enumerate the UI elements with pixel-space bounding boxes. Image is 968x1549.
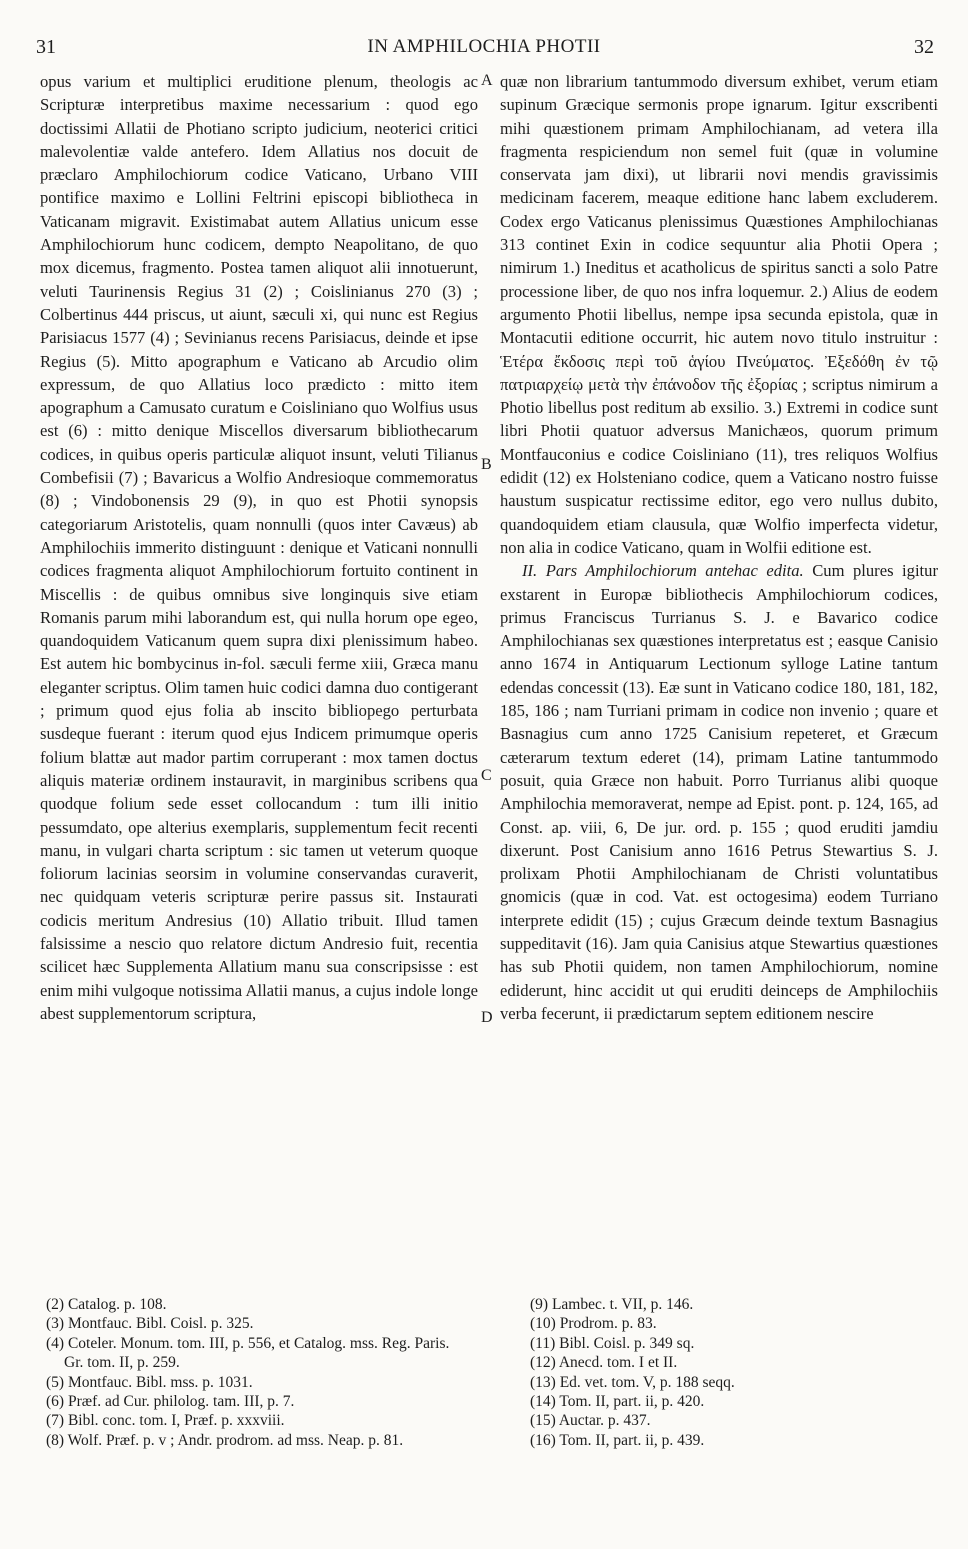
footnote: (6) Præf. ad Cur. philolog. tam. III, p. 7.: [46, 1393, 295, 1411]
page-number-left: 31: [36, 36, 56, 58]
footnote: (3) Montfauc. Bibl. Coisl. p. 325.: [46, 1315, 254, 1333]
footnote: (13) Ed. vet. tom. V, p. 188 seqq.: [530, 1373, 735, 1391]
footnotes-left: [46, 1295, 466, 1450]
footnote: (7) Bibl. conc. tom. I, Præf. p. xxxviii.: [46, 1412, 285, 1430]
section-heading: II. Pars Amphilochiorum antehac edita.: [522, 561, 804, 581]
margin-letter-c: C: [481, 767, 492, 784]
running-title: IN AMPHILOCHIA PHOTII: [367, 36, 601, 57]
margin-letter-a: A: [481, 72, 493, 89]
footnote: (5) Montfauc. Bibl. mss. p. 1031.: [46, 1373, 253, 1391]
margin-letter-b: B: [481, 456, 492, 473]
footnote: (14) Tom. II, part. ii, p. 420.: [530, 1393, 705, 1411]
running-header: [0, 32, 968, 62]
footnote: (16) Tom. II, part. ii, p. 439.: [530, 1431, 705, 1449]
left-column-text: opus varium et multiplici eruditione plenum, theologis ac Scripturæ interpretibus maxime necessarium : quod ego doctissimi Allatii de Photiano scripto judicium, neoterici critici malevolentiæ valde antefero. Idem Allatius nos docuit de præclaro Amphilochiorum codice Vaticano, Urbano VIII pontifice maximo e Lollini Feltrini episcopi bibliotheca in Vaticanam migravit. Existimabat autem Allatius unicum esse Amphilochiorum hunc codicem, dempto Neapolitano, de quo mox dicemus, fragmento. Postea tamen aliquot alii innotuerunt, veluti Taurinensis Regius 31 (2) ; Coislinianus 270 (3) ; Colbertinus 444 priscus, ut aiunt, sæculi xi, qui nunc est Regius Parisiacus 1577 (4) ; Sevinianus recens Parisiacus, deinde et ipse Regius (5). Mitto apographum e Vaticano ab Arcudio olim expressum, de quo Allatius loco prædicto : mitto item apographum a Camusato curatum e Coisliniano quo Wolfius usus est (6) : mitto denique Miscellos diversarum bibliothecarum codices, in quibus operis particulæ aliquot insunt, veluti Tilianus Combefisii (7) ; Bavaricus a Wolfio Andresioque commemoratus (8) ; Vindobonensis 29 (9), in quo est Photii synopsis categoriarum Aristotelis, quam nonnulli (quos inter Cavæus) ab Amphilochiis immerito distinguunt : denique et Vaticani nonnulli codices fragmenta aliquot Amphilochiorum fortuito continent in Miscellis : de quibus omnibus sive longinquis sive etiam Romanis parum mihi laborandum est, qui nulla horum ope egeo, quandoquidem Vaticanum quem supra dixi plenissimum habeo. Est autem hic bombycinus in-fol. sæculi ferme xiii, Græca manu eleganter scriptus. Olim tamen huic codici damna duo contigerant ; primum quod ejus folia ab inscito bibliopego perturbata susdeque fuerant : iterum quod ejus Indicem primumque operis folium blattæ aut mador partim corruperant : mox tamen doctus aliquis materiæ ordinem instauravit, in marginibus scribens qua quodque folium sede esset collocandum : tum illi initio pessumdato, ope alterius exemplaris, supplementum fecit recenti manu, in vulgari charta scriptum : sic tamen ut veterum quoque foliorum lacinias seorsim in volumine conservandas curaverit, nec quidquam veteris scripturæ perire passus sit. Instaurati codicis meritum Andresius (10) Allatio tribuit. Illud tamen falsissime a nescio quo relatore dictum Andresio fuit, recentia scilicet hæc Supplementa Allatium manu sua conscripsisse : est enim mihi vulgoque notissima Allatii manus, a cujus indole longe abest supplementorum scriptura,: [40, 72, 478, 1023]
left-column: [40, 70, 478, 1025]
footnote: (12) Anecd. tom. I et II.: [530, 1354, 678, 1372]
margin-letter-d: D: [481, 1009, 493, 1026]
footnote: (15) Auctar. p. 437.: [530, 1412, 651, 1430]
right-column: [500, 70, 938, 1025]
footnote: (9) Lambec. t. VII, p. 146.: [530, 1296, 694, 1313]
footnotes-right: [530, 1295, 930, 1450]
right-column-text-1: quæ non librarium tantummodo diversum exhibet, verum etiam supinum Græcique sermonis prope ignarum. Igitur exscribenti mihi quæstionem primam Amphilochianam, ad vetera illa fragmenta respiciendum non semel fuit (quæ in volumine conservata jam dixi), ut librarii novi mendis gravissimis medicinam facerem, meaque editione hanc labem excluderem. Codex ergo Vaticanus plenissimus Quæstiones Amphilochianas 313 continet Exin in codice sequuntur alia Photii Opera ; nimirum 1.) Ineditus et acatholicus de spiritus sancti a solo Patre processione liber, de quo nos infra loquemur. 2.) Alius de eodem argumento Photii libellus, nempe ipsa secunda epistola, quæ in Montacutii editione occurrit, hic autem novo titulo instruitur : Ἑτέρα ἔκδοσις περὶ τοῦ ἁγίου Πνεύματος. Ἐξεδόθη ἐν τῷ πατριαρχείῳ μετὰ τὴν ἐπάνοδον τῆς ἐξορίας ; scriptus nimirum a Photio libellus post reditum ab exsilio. 3.) Extremi in codice sunt libri Photii quatuor adversus Manichæos, quorum primum Montfauconius e codice Coisliniano (11), tres reliquos Wolfius edidit (12) ex Holsteniano codice, quem a Vaticano nostro fuisse haustum suspicatur rectissime editor, ego vero nullus dubito, quandoquidem etiam clausula, quæ Wolfio imperfecta videtur, non alia in codice Vaticano, quam in Wolfii editione est.: [500, 72, 938, 557]
page-number-right: 32: [914, 36, 934, 58]
right-column-text-2: [500, 559, 938, 1025]
footnote: (11) Bibl. Coisl. p. 349 sq.: [530, 1334, 695, 1352]
footnote: (2) Catalog. p. 108.: [46, 1296, 167, 1313]
section-body: Cum plures igitur exstarent in Europæ bibliothecis Amphilochiorum codices, primus Franciscus Turrianus S. J. e Bavarico codice Amphilochianas sex quæstiones interpretatus est ; easque Canisio anno 1674 in Antiquarum Lectionum sylloge Latine tantum edendas concessit (13). Eæ sunt in Vaticano codice 180, 181, 182, 185, 186 ; nam Turriani primam in codice non invenio ; quare et Basnagius cum anno 1725 Canisium repeteret, et Græcum cæterarum textum ederet (14), primam Latine tantummodo posuit, quia Græce non habuit. Porro Turrianus alibi quoque Amphilochia memoraverat, nempe ad Epist. pont. p. 124, 165, ad Const. ap. viii, 6, De jur. ord. p. 155 ; quod eruditi jamdiu dixerunt. Post Canisium anno 1616 Petrus Stewartius S. J. prolixam Photii Amphilochianam de Christi voluntatibus gnomicis (quæ in cod. Vat. est octogesima) eodem Turriano interprete edidit (15) ; cujus Græcum deinde textum Basnagius suppeditavit (16). Jam quia Canisius atque Stewartius quæstiones has sub Photii quidem, non tamen Amphilochiorum, nomine ediderunt, hinc accidit ut qui eruditi deinceps de Amphilochiis verba fecerunt, ii prædictarum septem editionem nescire: [500, 561, 938, 1023]
footnote: (8) Wolf. Præf. p. v ; Andr. prodrom. ad mss. Neap. p. 81.: [46, 1431, 404, 1449]
footnote: (10) Prodrom. p. 83.: [530, 1315, 657, 1333]
footnote: (4) Coteler. Monum. tom. III, p. 556, et Catalog. mss. Reg. Paris. Gr. tom. II, p. 259.: [46, 1334, 450, 1372]
